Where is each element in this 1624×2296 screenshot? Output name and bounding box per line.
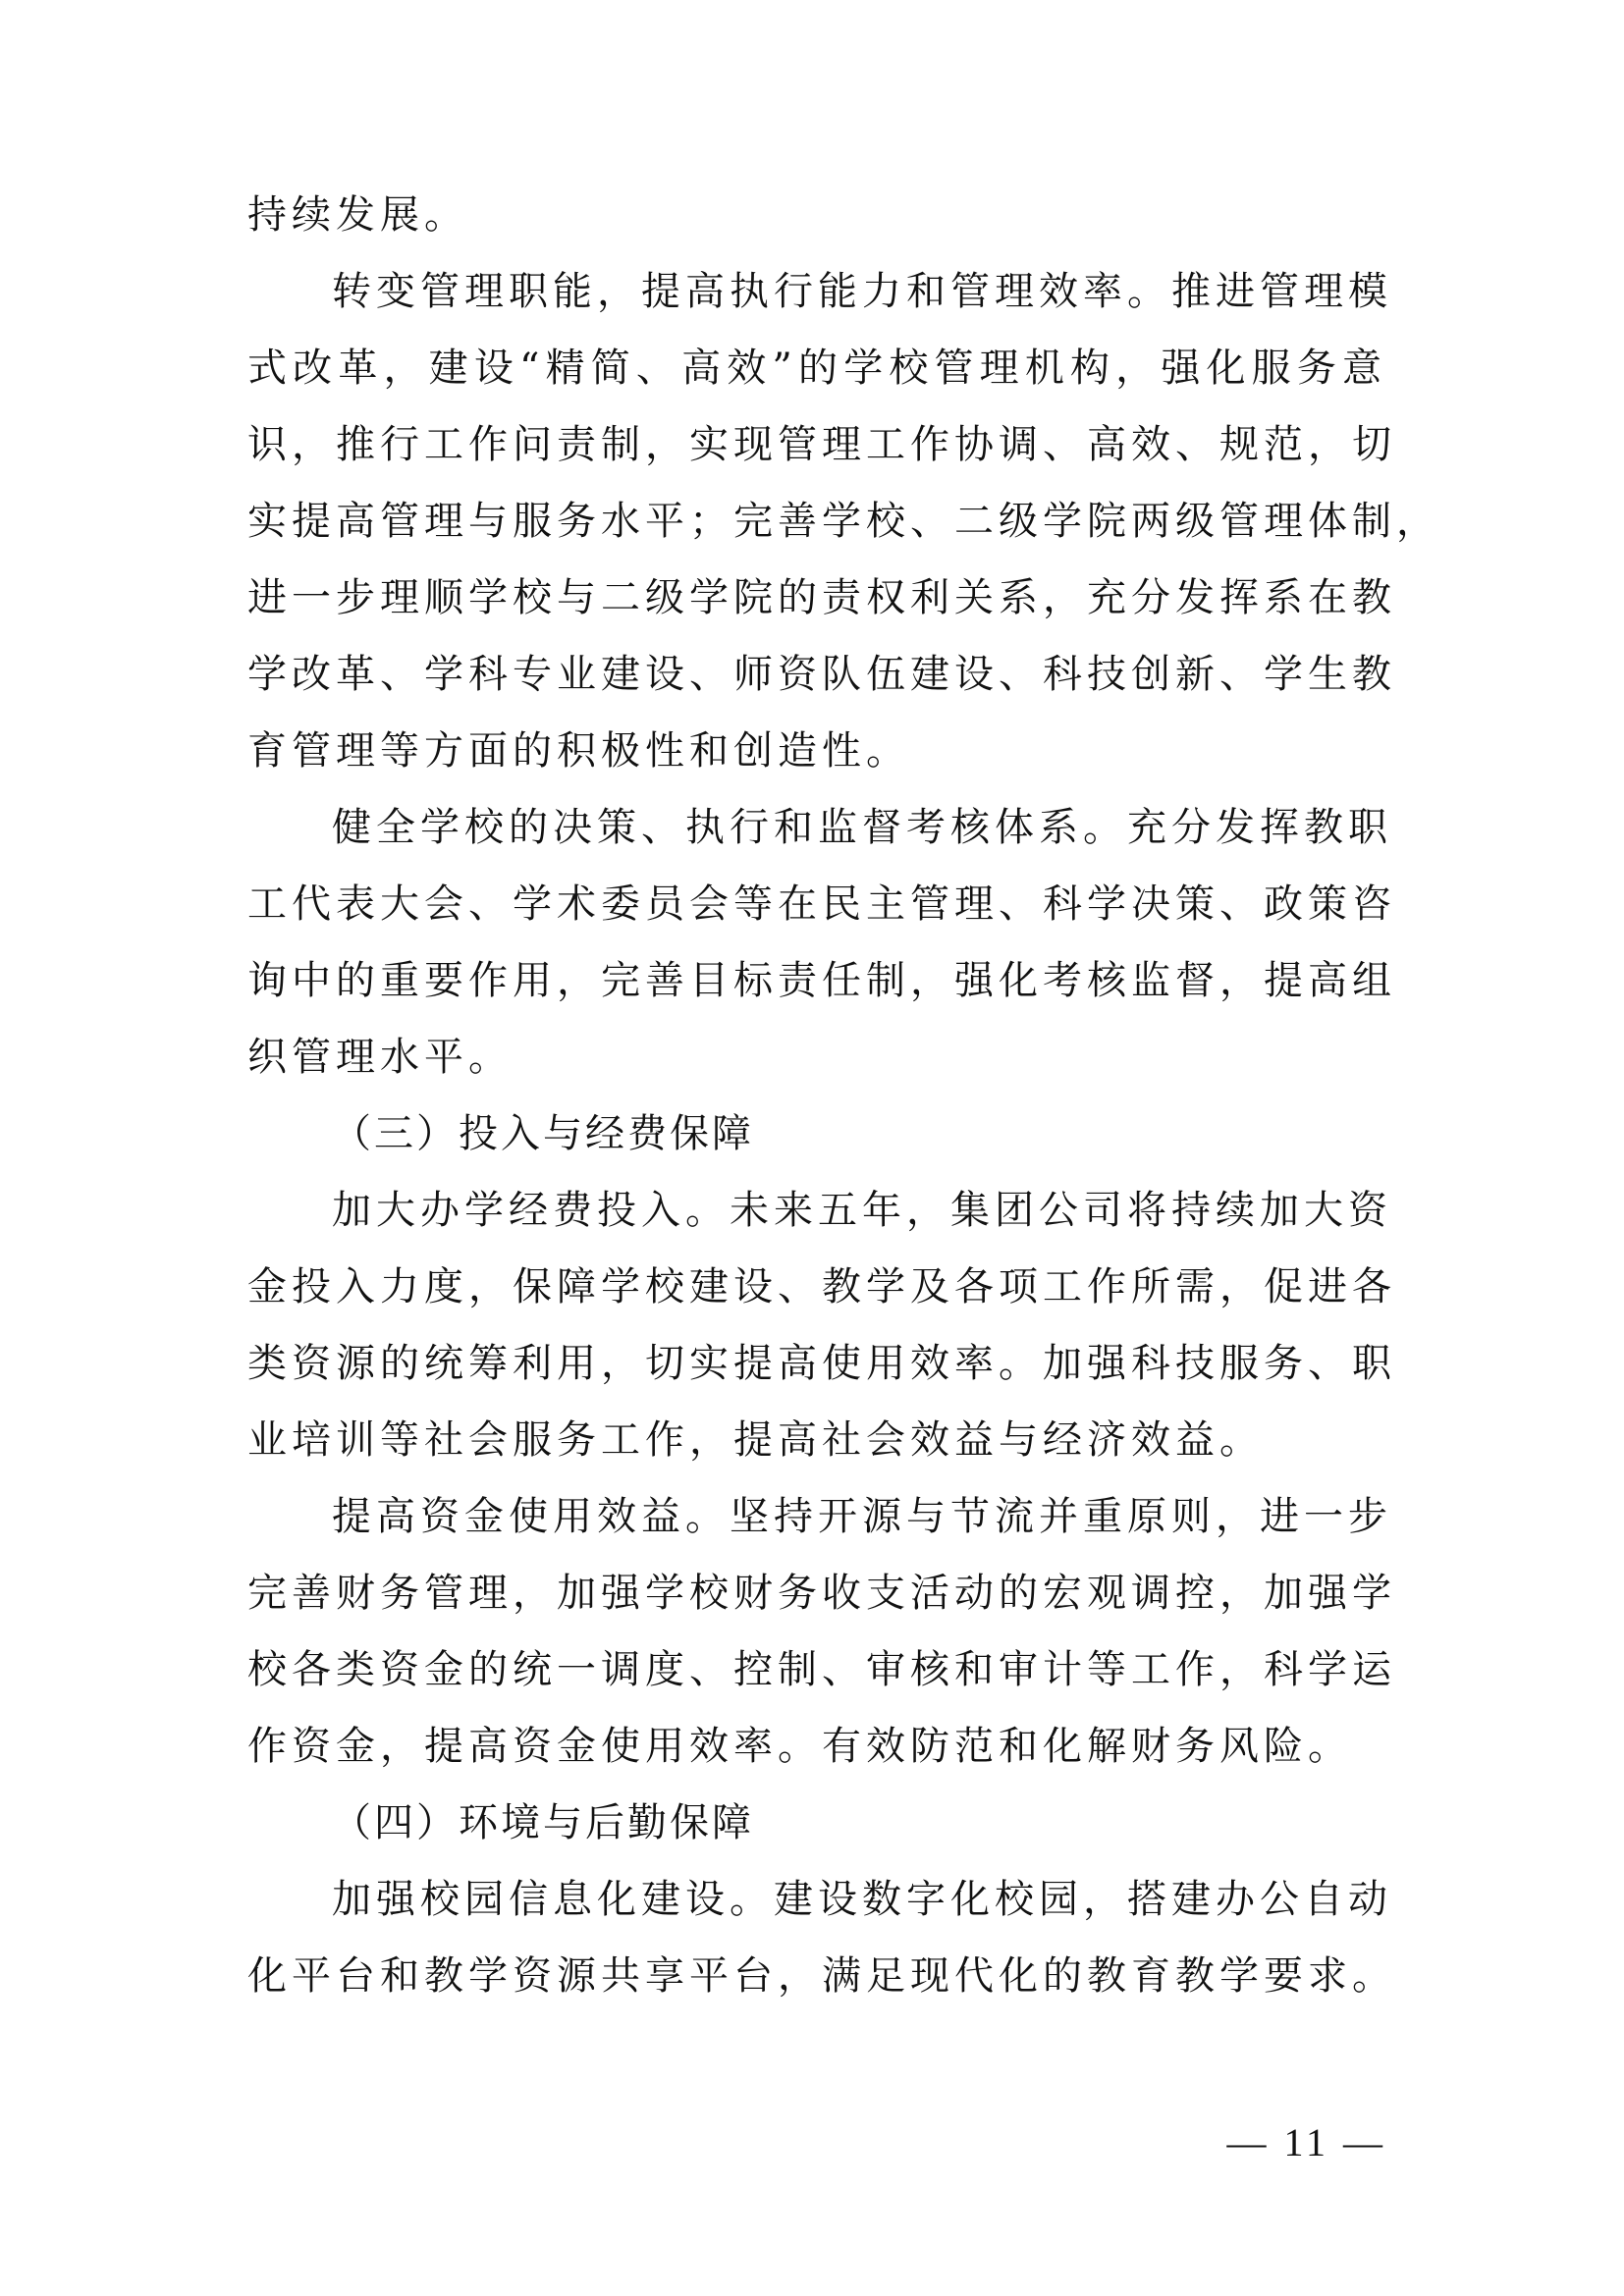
text-line: 完善财务管理，加强学校财务收支活动的宏观调控，加强学 bbox=[247, 1571, 1396, 1616]
text-line: 育管理等方面的积极性和创造性。 bbox=[247, 728, 910, 774]
text-line: 询中的重要作用，完善目标责任制，强化考核监督，提高组 bbox=[247, 958, 1396, 1003]
text-line: 工代表大会、学术委员会等在民主管理、科学决策、政策咨 bbox=[247, 881, 1396, 927]
text-line: 实提高管理与服务水平；完善学校、二级学院两级管理体制， bbox=[247, 499, 1440, 544]
text-line: 业培训等社会服务工作，提高社会效益与经济效益。 bbox=[247, 1417, 1264, 1463]
paragraph-start-line: 健全学校的决策、执行和监督考核体系。充分发挥教职 bbox=[332, 805, 1392, 850]
text-line: 式改革，建设“精简、高效”的学校管理机构，强化服务意 bbox=[247, 346, 1386, 391]
paragraph-start-line: 加强校园信息化建设。建设数字化校园，搭建办公自动 bbox=[332, 1877, 1392, 1922]
text-line: 进一步理顺学校与二级学院的责权利关系，充分发挥系在教 bbox=[247, 575, 1396, 620]
paragraph-start-line: 转变管理职能，提高执行能力和管理效率。推进管理模 bbox=[332, 269, 1392, 314]
text-line: 金投入力度，保障学校建设、教学及各项工作所需，促进各 bbox=[247, 1264, 1396, 1309]
text-line: 识，推行工作问责制，实现管理工作协调、高效、规范，切 bbox=[247, 422, 1396, 467]
section-heading: （三）投入与经费保障 bbox=[332, 1111, 754, 1156]
paragraph-start-line: 加大办学经费投入。未来五年，集团公司将持续加大资 bbox=[332, 1188, 1392, 1233]
text-line: 校各类资金的统一调度、控制、审核和审计等工作，科学运 bbox=[247, 1647, 1396, 1692]
text-line: 作资金，提高资金使用效率。有效防范和化解财务风险。 bbox=[247, 1724, 1352, 1769]
paragraph-start-line: 提高资金使用效益。坚持开源与节流并重原则，进一步 bbox=[332, 1494, 1392, 1539]
text-line: 织管理水平。 bbox=[247, 1035, 513, 1080]
text-line: 类资源的统筹利用，切实提高使用效率。加强科技服务、职 bbox=[247, 1341, 1396, 1386]
text-line: 化平台和教学资源共享平台，满足现代化的教育教学要求。 bbox=[247, 1953, 1396, 1999]
section-heading: （四）环境与后勤保障 bbox=[332, 1800, 754, 1845]
document-body bbox=[247, 177, 1440, 2014]
page-number: — 11 — bbox=[1226, 2120, 1386, 2164]
text-line: 持续发展。 bbox=[247, 192, 468, 238]
text-line: 学改革、学科专业建设、师资队伍建设、科技创新、学生教 bbox=[247, 652, 1396, 697]
